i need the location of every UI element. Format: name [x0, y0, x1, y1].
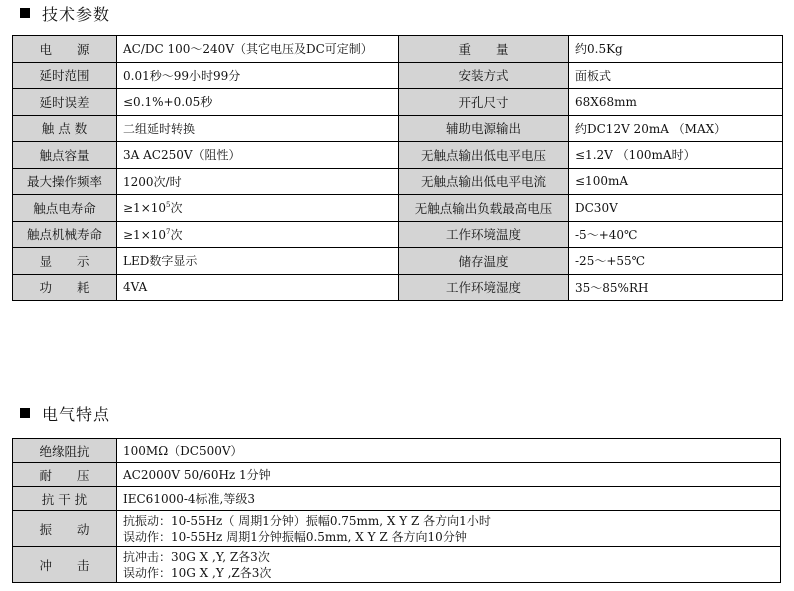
section-title: 技术参数 — [42, 4, 111, 24]
param-value: 35～85%RH — [569, 274, 783, 301]
param-label: 延时误差 — [13, 89, 117, 116]
table-row — [13, 274, 783, 301]
param-label: 电 源 — [13, 36, 117, 63]
table-row — [13, 463, 781, 487]
param-value: 约DC12V 20mA （MAX） — [569, 115, 783, 142]
feature-label: 冲 击 — [13, 547, 117, 583]
square-bullet-icon — [20, 408, 30, 418]
electrical-features-table — [12, 438, 781, 583]
table-row — [13, 36, 783, 63]
table-row — [13, 248, 783, 275]
section-title: 电气特点 — [42, 404, 111, 424]
param-label: 工作环境温度 — [399, 221, 569, 248]
param-value: 3A AC250V（阻性） — [117, 142, 399, 169]
param-label: 无触点输出负载最高电压 — [399, 195, 569, 222]
param-label: 无触点输出低电平电压 — [399, 142, 569, 169]
table-row — [13, 547, 781, 583]
feature-value — [117, 547, 781, 583]
feature-label: 绝缘阻抗 — [13, 439, 117, 463]
param-value: ≤1.2V （100mA时） — [569, 142, 783, 169]
param-label: 显 示 — [13, 248, 117, 275]
param-value: -25～+55℃ — [569, 248, 783, 275]
param-label: 触点容量 — [13, 142, 117, 169]
table-row — [13, 168, 783, 195]
param-value: ≤100mA — [569, 168, 783, 195]
feature-value — [117, 439, 781, 463]
square-bullet-icon — [20, 8, 30, 18]
param-value: 68X68mm — [569, 89, 783, 116]
param-value: ≤0.1%+0.05秒 — [117, 89, 399, 116]
param-label: 触点电寿命 — [13, 195, 117, 222]
table-row — [13, 439, 781, 463]
feature-label: 振 动 — [13, 511, 117, 547]
feature-value-line: 100MΩ（DC500V） — [123, 443, 243, 458]
param-value: LED数字显示 — [117, 248, 399, 275]
param-label: 工作环境湿度 — [399, 274, 569, 301]
feature-value — [117, 487, 781, 511]
param-value-exponent: 7 — [166, 227, 171, 236]
param-value — [117, 221, 399, 248]
param-value: DC30V — [569, 195, 783, 222]
param-value-base: ≥1×10 — [123, 227, 167, 242]
table-row — [13, 115, 783, 142]
param-value: 约0.5Kg — [569, 36, 783, 63]
table-row — [13, 89, 783, 116]
param-label: 安装方式 — [399, 62, 569, 89]
param-label: 无触点输出低电平电流 — [399, 168, 569, 195]
param-label: 储存温度 — [399, 248, 569, 275]
feature-value-line: 抗冲击：30G X ,Y, Z各3次 — [123, 549, 270, 564]
param-value-unit: 次 — [170, 227, 183, 242]
param-label: 重 量 — [399, 36, 569, 63]
param-label: 功 耗 — [13, 274, 117, 301]
feature-value — [117, 463, 781, 487]
table-row — [13, 142, 783, 169]
feature-label: 抗 干 扰 — [13, 487, 117, 511]
param-label: 开孔尺寸 — [399, 89, 569, 116]
feature-value-line: IEC61000-4标准,等级3 — [123, 491, 255, 506]
table-row — [13, 195, 783, 222]
param-value: 二组延时转换 — [117, 115, 399, 142]
param-value: AC/DC 100～240V（其它电压及DC可定制） — [117, 36, 399, 63]
feature-value-line: AC2000V 50/60Hz 1分钟 — [123, 467, 271, 482]
param-value: 4VA — [117, 274, 399, 301]
param-label: 触点机械寿命 — [13, 221, 117, 248]
tech-params-table — [12, 35, 783, 301]
param-label: 辅助电源输出 — [399, 115, 569, 142]
param-value: 面板式 — [569, 62, 783, 89]
section-heading-tech-params — [20, 0, 110, 26]
param-value: 0.01秒～99小时99分 — [117, 62, 399, 89]
table-row — [13, 62, 783, 89]
param-value: -5～+40℃ — [569, 221, 783, 248]
feature-value — [117, 511, 781, 547]
param-value — [117, 195, 399, 222]
table-row — [13, 487, 781, 511]
section-heading-electrical — [20, 400, 110, 426]
table-row — [13, 221, 783, 248]
param-value: 1200次/时 — [117, 168, 399, 195]
param-label: 最大操作频率 — [13, 168, 117, 195]
feature-value-line: 误动作：10-55Hz 周期1分钟振幅0.5mm, X Y Z 各方向10分钟 — [123, 529, 467, 544]
feature-value-line: 误动作：10G X ,Y ,Z各3次 — [123, 565, 272, 580]
param-value-base: ≥1×10 — [123, 201, 167, 216]
table-row — [13, 511, 781, 547]
param-value-exponent: 5 — [166, 201, 171, 210]
param-value-unit: 次 — [170, 201, 183, 216]
param-label: 触 点 数 — [13, 115, 117, 142]
feature-label: 耐 压 — [13, 463, 117, 487]
param-label: 延时范围 — [13, 62, 117, 89]
feature-value-line: 抗振动：10-55Hz（ 周期1分钟）振幅0.75mm, X Y Z 各方向1小时 — [123, 513, 491, 528]
